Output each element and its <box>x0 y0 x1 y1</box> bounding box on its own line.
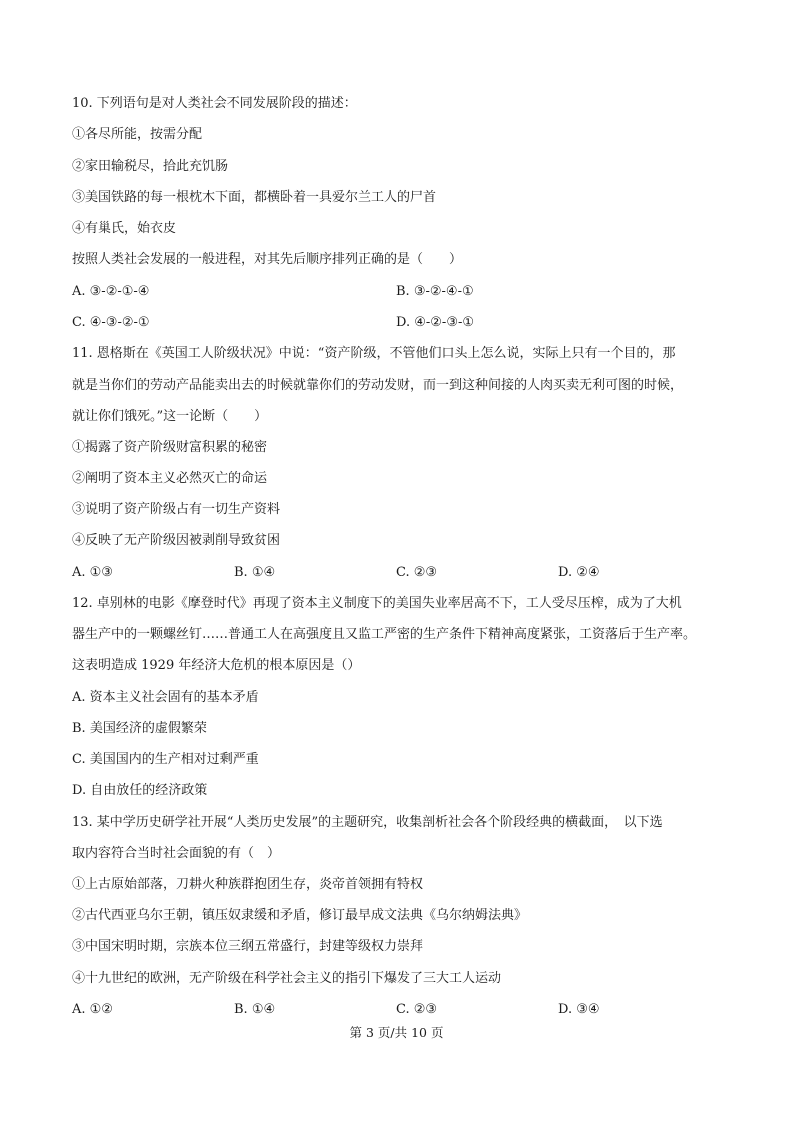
q11-option-b: B. ①④ <box>234 565 276 580</box>
q12-option-a: A. 资本主义社会固有的基本矛盾 <box>72 690 259 705</box>
q11-item-3: ③说明了资产阶级占有一切生产资料 <box>72 502 281 517</box>
q12-option-d: D. 自由放任的经济政策 <box>72 783 208 798</box>
q13-option-a: A. ①② <box>72 1002 113 1017</box>
q10-item-1: ①各尽所能，按需分配 <box>72 127 203 142</box>
q10-stem: 10. 下列语句是对人类社会不同发展阶段的描述： <box>72 96 357 111</box>
q12-stem-line-2: 器生产中的一颗螺丝钉……普通工人在高强度且又监工严密的生产条件下精神高度紧张，工资落后于生产率。 <box>72 627 697 642</box>
q10-option-c: C. ④-③-②-① <box>72 315 150 330</box>
q11-option-d: D. ②④ <box>558 565 600 580</box>
q10-item-3: ③美国铁路的每一根枕木下面，都横卧着一具爱尔兰工人的尸首 <box>72 190 437 205</box>
q12-option-c: C. 美国国内的生产相对过剩严重 <box>72 752 259 767</box>
q13-option-b: B. ①④ <box>234 1002 276 1017</box>
q13-stem-line-2: 取内容符合当时社会面貌的有（ ） <box>72 846 281 861</box>
q10-option-a: A. ③-②-①-④ <box>72 284 150 299</box>
q10-item-2: ②家田输税尽，拾此充饥肠 <box>72 159 229 174</box>
page-footer: 第 3 页/共 10 页 <box>349 1025 444 1040</box>
q11-stem-line-3: 就让你们饿死。”这一论断（ ） <box>72 409 268 424</box>
q13-option-d: D. ③④ <box>558 1002 600 1017</box>
q13-option-c: C. ②③ <box>396 1002 438 1017</box>
q13-item-3: ③中国宋明时期，宗族本位三纲五常盛行，封建等级权力崇拜 <box>72 939 424 954</box>
q10-option-b: B. ③-②-④-① <box>396 284 474 299</box>
q11-item-2: ②阐明了资本主义必然灭亡的命运 <box>72 471 268 486</box>
q11-stem-line-2: 就是当你们的劳动产品能卖出去的时候就靠你们的劳动发财，而一到这种间接的人肉买卖无利可图的时候， <box>72 378 684 393</box>
q13-item-1: ①上古原始部落，刀耕火种族群抱团生存，炎帝首领拥有特权 <box>72 877 424 892</box>
q13-stem-line-1: 13. 某中学历史研学社开展“人类历史发展”的主题研究，收集剖析社会各个阶段经典的横截面， 以下选 <box>72 815 663 830</box>
q10-option-d: D. ④-②-③-① <box>396 315 475 330</box>
q10-item-4: ④有巢氏，始衣皮 <box>72 221 177 236</box>
q12-stem-line-3: 这表明造成 1929 年经济大危机的根本原因是（） <box>72 658 361 673</box>
q12-stem-line-1: 12. 卓别林的电影《摩登时代》再现了资本主义制度下的美国失业率居高不下，工人受尽压榨，成为了大机 <box>72 596 682 611</box>
q11-option-c: C. ②③ <box>396 565 438 580</box>
q11-option-a: A. ①③ <box>72 565 113 580</box>
q12-option-b: B. 美国经济的虚假繁荣 <box>72 721 207 736</box>
q13-item-4: ④十九世纪的欧洲，无产阶级在科学社会主义的指引下爆发了三大工人运动 <box>72 971 502 986</box>
q10-question: 按照人类社会发展的一般进程，对其先后顺序排列正确的是（ ） <box>72 252 463 267</box>
q11-item-4: ④反映了无产阶级因被剥削导致贫困 <box>72 533 281 548</box>
q11-item-1: ①揭露了资产阶级财富积累的秘密 <box>72 440 268 455</box>
q13-item-2: ②古代西亚乌尔王朝，镇压奴隶缓和矛盾，修订最早成文法典《乌尔纳姆法典》 <box>72 908 528 923</box>
q11-stem-line-1: 11. 恩格斯在《英国工人阶级状况》中说：“资产阶级，不管他们口头上怎么说，实际上只有一个目的，那 <box>72 346 676 361</box>
